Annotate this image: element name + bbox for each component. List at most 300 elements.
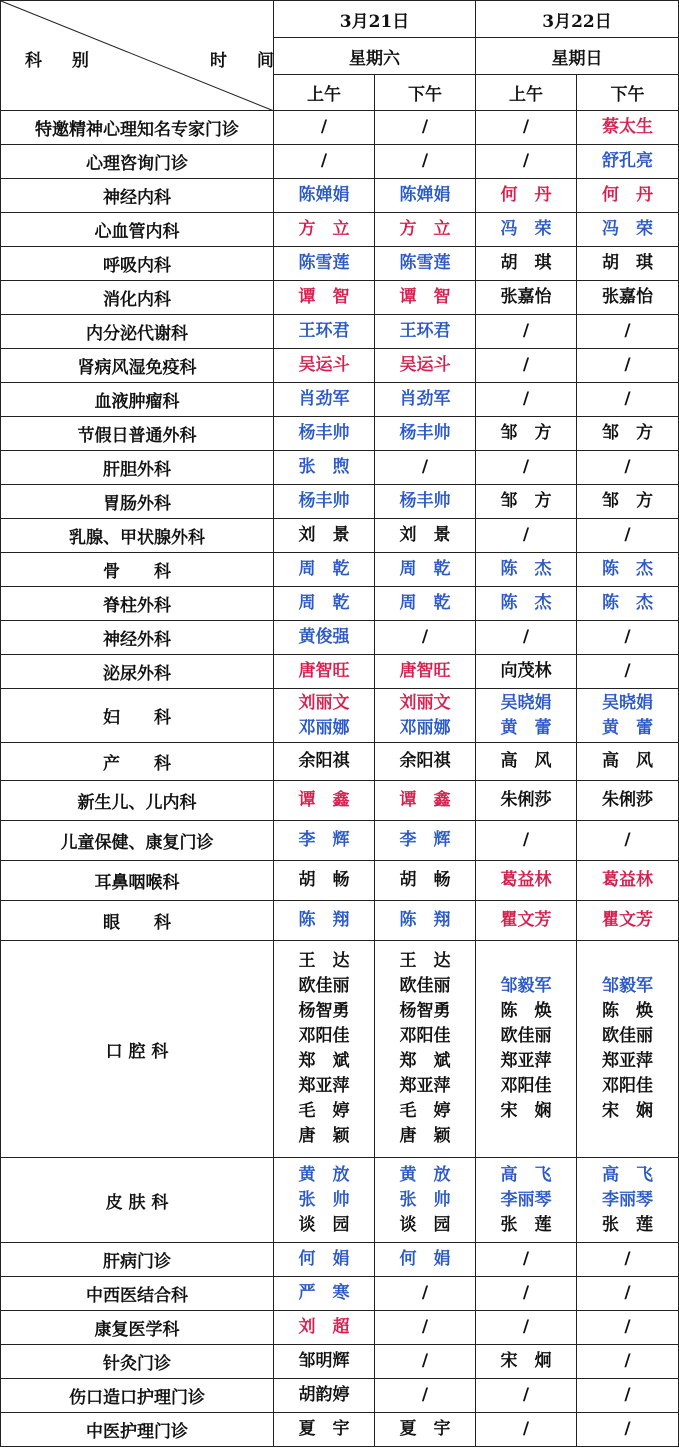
doctor-cell xyxy=(577,281,679,315)
doctor-cell xyxy=(476,1311,577,1345)
schedule-row xyxy=(1,213,679,247)
doctor-name: 欧佳丽 xyxy=(602,1026,653,1046)
doctor-name: 瞿文芳 xyxy=(500,910,552,930)
doctor-name: 宋 炯 xyxy=(500,1351,552,1371)
doctor-cell xyxy=(375,1243,476,1277)
doctor-cell xyxy=(577,111,679,145)
department-name: 口 腔 科 xyxy=(1,941,274,1158)
period-header-pm: 下午 xyxy=(577,75,679,111)
schedule-row xyxy=(1,743,679,781)
doctor-cell xyxy=(274,145,375,179)
doctor-cell xyxy=(375,821,476,861)
doctor-name: 黄 放 xyxy=(298,1164,350,1185)
schedule-row xyxy=(1,689,679,743)
doctor-name: 陈 杰 xyxy=(602,593,653,613)
time-axis-label: 时 间 xyxy=(210,51,286,71)
doctor-cell xyxy=(577,1158,679,1243)
department-name: 耳鼻咽喉科 xyxy=(1,861,274,901)
department-name: 伤口造口护理门诊 xyxy=(1,1379,274,1413)
doctor-cell xyxy=(375,901,476,941)
doctor-cell xyxy=(274,553,375,587)
doctor-cell xyxy=(274,941,375,1158)
department-name: 消化内科 xyxy=(1,281,274,315)
doctor-name: 邓阳佳 xyxy=(602,1076,653,1096)
no-clinic-slash: / xyxy=(624,525,631,545)
no-clinic-slash: / xyxy=(522,830,530,850)
doctor-name: 张嘉怡 xyxy=(500,287,552,307)
doctor-cell xyxy=(577,941,679,1158)
doctor-name: 杨智勇 xyxy=(399,1001,451,1021)
doctor-name: 何 丹 xyxy=(500,185,552,205)
doctor-name: 黄 蕾 xyxy=(602,717,653,738)
doctor-cell xyxy=(375,281,476,315)
no-clinic-slash: / xyxy=(421,1283,429,1303)
date-header-2: 3月22日 xyxy=(476,1,679,38)
doctor-name: 宋 娴 xyxy=(500,1101,552,1121)
department-axis-label: 科 别 xyxy=(25,51,101,71)
doctor-cell xyxy=(375,145,476,179)
doctor-name: 何 娟 xyxy=(298,1249,350,1269)
doctor-cell xyxy=(476,179,577,213)
doctor-name: 张 莲 xyxy=(602,1214,653,1235)
doctor-name: 冯 荣 xyxy=(602,219,653,239)
doctor-name: 胡 畅 xyxy=(298,870,350,890)
doctor-cell xyxy=(375,451,476,485)
doctor-cell xyxy=(375,1277,476,1311)
doctor-name: 陈 翔 xyxy=(298,910,350,930)
department-name: 呼吸内科 xyxy=(1,247,274,281)
doctor-cell xyxy=(375,349,476,383)
doctor-cell xyxy=(375,553,476,587)
department-name: 新生儿、儿内科 xyxy=(1,781,274,821)
doctor-cell xyxy=(375,743,476,781)
doctor-cell xyxy=(274,1158,375,1243)
doctor-cell xyxy=(577,213,679,247)
no-clinic-slash: / xyxy=(624,1385,631,1405)
schedule-row xyxy=(1,621,679,655)
doctor-name: 陈 杰 xyxy=(602,559,653,579)
department-name: 泌尿外科 xyxy=(1,655,274,689)
doctor-name: 高 风 xyxy=(602,751,653,771)
doctor-cell xyxy=(577,383,679,417)
doctor-name: 陈雪莲 xyxy=(298,253,350,273)
doctor-cell xyxy=(274,315,375,349)
department-name: 胃肠外科 xyxy=(1,485,274,519)
doctor-name: 郑亚萍 xyxy=(602,1051,653,1071)
doctor-cell xyxy=(476,451,577,485)
doctor-name: 吴晓娟 xyxy=(602,692,653,713)
doctor-cell xyxy=(274,901,375,941)
doctor-name: 杨丰帅 xyxy=(298,491,350,511)
doctor-name: 邓丽娜 xyxy=(298,717,350,738)
doctor-cell xyxy=(577,861,679,901)
doctor-cell xyxy=(577,179,679,213)
doctor-name: 宋 娴 xyxy=(602,1101,653,1121)
department-name: 儿童保健、康复门诊 xyxy=(1,821,274,861)
doctor-name: 谭 智 xyxy=(298,287,350,307)
schedule-row xyxy=(1,247,679,281)
doctor-cell xyxy=(375,1311,476,1345)
department-name: 肾病风湿免疫科 xyxy=(1,349,274,383)
doctor-name: 陈婵娟 xyxy=(399,185,451,205)
department-name: 心血管内科 xyxy=(1,213,274,247)
doctor-cell xyxy=(476,941,577,1158)
department-name: 产 科 xyxy=(1,743,274,781)
doctor-name: 陈 翔 xyxy=(399,910,451,930)
schedule-row xyxy=(1,587,679,621)
no-clinic-slash: / xyxy=(421,1385,429,1405)
schedule-row xyxy=(1,861,679,901)
doctor-name: 周 乾 xyxy=(399,593,451,613)
doctor-name: 张 莲 xyxy=(500,1214,552,1235)
doctor-cell xyxy=(274,587,375,621)
doctor-cell xyxy=(476,1413,577,1447)
doctor-name: 谭 鑫 xyxy=(399,790,451,810)
no-clinic-slash: / xyxy=(522,1283,530,1303)
doctor-cell xyxy=(577,519,679,553)
doctor-name: 郑亚萍 xyxy=(298,1076,350,1096)
schedule-row xyxy=(1,1379,679,1413)
doctor-name: 周 乾 xyxy=(298,559,350,579)
doctor-cell xyxy=(274,247,375,281)
doctor-name: 瞿文芳 xyxy=(602,910,653,930)
doctor-cell xyxy=(274,519,375,553)
doctor-cell xyxy=(476,1379,577,1413)
doctor-cell xyxy=(476,111,577,145)
department-name: 中医护理门诊 xyxy=(1,1413,274,1447)
doctor-cell xyxy=(577,1413,679,1447)
doctor-cell xyxy=(274,485,375,519)
doctor-cell xyxy=(375,689,476,743)
schedule-row xyxy=(1,1413,679,1447)
doctor-name: 李 辉 xyxy=(399,830,451,850)
no-clinic-slash: / xyxy=(522,1317,530,1337)
doctor-cell xyxy=(375,621,476,655)
doctor-cell xyxy=(375,861,476,901)
no-clinic-slash: / xyxy=(624,1419,631,1439)
doctor-name: 谭 智 xyxy=(399,287,451,307)
doctor-name: 毛 婷 xyxy=(298,1101,350,1121)
doctor-name: 杨丰帅 xyxy=(399,491,451,511)
doctor-cell xyxy=(476,821,577,861)
doctor-name: 邹 方 xyxy=(602,423,653,443)
department-name: 妇 科 xyxy=(1,689,274,743)
doctor-cell xyxy=(274,383,375,417)
doctor-name: 朱俐莎 xyxy=(500,790,552,810)
doctor-cell xyxy=(375,417,476,451)
doctor-cell xyxy=(274,1277,375,1311)
doctor-name: 邹 方 xyxy=(602,491,653,511)
schedule-row xyxy=(1,145,679,179)
doctor-name: 方 立 xyxy=(298,219,350,239)
department-name: 康复医学科 xyxy=(1,1311,274,1345)
doctor-cell xyxy=(274,213,375,247)
schedule-row xyxy=(1,111,679,145)
doctor-name: 欧佳丽 xyxy=(298,976,350,996)
doctor-cell xyxy=(476,1277,577,1311)
doctor-name: 王 达 xyxy=(298,951,350,971)
doctor-name: 欧佳丽 xyxy=(399,976,451,996)
schedule-row xyxy=(1,179,679,213)
doctor-name: 郑 斌 xyxy=(399,1051,451,1071)
doctor-name: 夏 宇 xyxy=(298,1419,350,1439)
doctor-cell xyxy=(274,743,375,781)
doctor-name: 黄 放 xyxy=(399,1164,451,1185)
no-clinic-slash: / xyxy=(522,627,530,647)
doctor-name: 朱俐莎 xyxy=(602,790,653,810)
schedule-row xyxy=(1,781,679,821)
doctor-cell xyxy=(375,587,476,621)
doctor-cell xyxy=(577,1345,679,1379)
doctor-name: 吴运斗 xyxy=(298,355,350,375)
no-clinic-slash: / xyxy=(624,457,631,477)
doctor-cell xyxy=(476,901,577,941)
doctor-name: 邹毅军 xyxy=(500,976,552,996)
doctor-name: 何 娟 xyxy=(399,1249,451,1269)
doctor-name: 邓阳佳 xyxy=(298,1026,350,1046)
doctor-cell xyxy=(375,1413,476,1447)
doctor-cell xyxy=(274,1345,375,1379)
doctor-name: 张 煦 xyxy=(298,457,350,477)
doctor-cell xyxy=(476,247,577,281)
department-name: 内分泌代谢科 xyxy=(1,315,274,349)
doctor-name: 邹明辉 xyxy=(298,1351,350,1371)
doctor-name: 夏 宇 xyxy=(399,1419,451,1439)
doctor-cell xyxy=(274,689,375,743)
doctor-cell xyxy=(476,349,577,383)
doctor-cell xyxy=(274,1379,375,1413)
doctor-cell xyxy=(577,1243,679,1277)
doctor-name: 陈 杰 xyxy=(500,559,552,579)
doctor-name: 王 达 xyxy=(399,951,451,971)
doctor-cell xyxy=(476,621,577,655)
no-clinic-slash: / xyxy=(624,1317,631,1337)
schedule-row xyxy=(1,1311,679,1345)
doctor-cell xyxy=(476,587,577,621)
doctor-name: 胡韵婷 xyxy=(298,1385,350,1405)
doctor-cell xyxy=(375,247,476,281)
department-name: 皮 肤 科 xyxy=(1,1158,274,1243)
doctor-name: 郑亚萍 xyxy=(500,1051,552,1071)
doctor-cell xyxy=(375,1345,476,1379)
doctor-name: 谈 园 xyxy=(298,1214,350,1235)
doctor-name: 周 乾 xyxy=(298,593,350,613)
doctor-cell xyxy=(274,781,375,821)
doctor-cell xyxy=(375,519,476,553)
department-name: 针灸门诊 xyxy=(1,1345,274,1379)
doctor-cell xyxy=(375,213,476,247)
doctor-name: 吴晓娟 xyxy=(500,692,552,713)
doctor-name: 陈雪莲 xyxy=(399,253,451,273)
doctor-cell xyxy=(577,821,679,861)
doctor-cell xyxy=(476,1158,577,1243)
doctor-name: 黄俊强 xyxy=(298,627,350,647)
schedule-row xyxy=(1,519,679,553)
doctor-name: 陈 焕 xyxy=(500,1001,552,1021)
doctor-name: 葛益林 xyxy=(500,870,552,890)
department-name: 神经外科 xyxy=(1,621,274,655)
doctor-cell xyxy=(375,655,476,689)
doctor-cell xyxy=(476,1243,577,1277)
header-corner-cell xyxy=(1,1,286,111)
doctor-cell xyxy=(375,179,476,213)
doctor-name: 葛益林 xyxy=(602,870,653,890)
no-clinic-slash: / xyxy=(522,1249,530,1269)
doctor-cell xyxy=(577,1311,679,1345)
doctor-cell xyxy=(577,1379,679,1413)
doctor-cell xyxy=(274,1311,375,1345)
doctor-name: 邹 方 xyxy=(500,423,552,443)
doctor-cell xyxy=(274,451,375,485)
doctor-name: 高 飞 xyxy=(500,1164,552,1185)
doctor-name: 胡 畅 xyxy=(399,870,451,890)
doctor-cell xyxy=(274,821,375,861)
department-name: 中西医结合科 xyxy=(1,1277,274,1311)
no-clinic-slash: / xyxy=(522,151,530,171)
schedule-row xyxy=(1,315,679,349)
doctor-name: 杨丰帅 xyxy=(298,423,350,443)
no-clinic-slash: / xyxy=(421,1317,429,1337)
doctor-name: 余阳祺 xyxy=(298,751,350,771)
no-clinic-slash: / xyxy=(522,525,530,545)
schedule-row xyxy=(1,1243,679,1277)
no-clinic-slash: / xyxy=(624,1283,631,1303)
doctor-name: 邹毅军 xyxy=(602,976,653,996)
doctor-cell xyxy=(375,1379,476,1413)
doctor-cell xyxy=(476,781,577,821)
doctor-cell xyxy=(577,349,679,383)
no-clinic-slash: / xyxy=(624,1351,631,1371)
department-name: 肝病门诊 xyxy=(1,1243,274,1277)
doctor-name: 杨智勇 xyxy=(298,1001,350,1021)
department-name: 神经内科 xyxy=(1,179,274,213)
doctor-name: 严 寒 xyxy=(298,1283,350,1303)
doctor-name: 张 帅 xyxy=(399,1189,451,1210)
doctor-cell xyxy=(476,1345,577,1379)
doctor-name: 肖劲军 xyxy=(399,389,451,409)
schedule-row xyxy=(1,655,679,689)
no-clinic-slash: / xyxy=(624,389,631,409)
department-name: 血液肿瘤科 xyxy=(1,383,274,417)
no-clinic-slash: / xyxy=(320,151,328,171)
no-clinic-slash: / xyxy=(522,389,530,409)
schedule-row xyxy=(1,941,679,1158)
no-clinic-slash: / xyxy=(624,661,631,681)
doctor-name: 唐智旺 xyxy=(298,661,350,681)
doctor-cell xyxy=(274,281,375,315)
doctor-cell xyxy=(577,743,679,781)
schedule-row xyxy=(1,417,679,451)
schedule-row xyxy=(1,383,679,417)
doctor-cell xyxy=(274,1243,375,1277)
doctor-cell xyxy=(577,689,679,743)
schedule-row xyxy=(1,451,679,485)
doctor-cell xyxy=(476,417,577,451)
doctor-name: 毛 婷 xyxy=(399,1101,451,1121)
doctor-name: 李丽琴 xyxy=(500,1189,552,1210)
doctor-cell xyxy=(577,247,679,281)
no-clinic-slash: / xyxy=(624,321,631,341)
doctor-cell xyxy=(274,621,375,655)
date-header-1: 3月21日 xyxy=(274,1,476,38)
doctor-cell xyxy=(476,655,577,689)
doctor-name: 邓阳佳 xyxy=(500,1076,552,1096)
doctor-name: 黄 蕾 xyxy=(500,717,552,738)
no-clinic-slash: / xyxy=(421,457,429,477)
doctor-name: 刘 景 xyxy=(298,525,350,545)
department-name: 乳腺、甲状腺外科 xyxy=(1,519,274,553)
doctor-name: 邓丽娜 xyxy=(399,717,451,738)
doctor-cell xyxy=(375,315,476,349)
no-clinic-slash: / xyxy=(421,151,429,171)
doctor-cell xyxy=(577,621,679,655)
doctor-name: 高 风 xyxy=(500,751,552,771)
no-clinic-slash: / xyxy=(320,117,328,137)
doctor-name: 李丽琴 xyxy=(602,1189,653,1210)
doctor-cell xyxy=(577,655,679,689)
doctor-name: 余阳祺 xyxy=(399,751,451,771)
doctor-cell xyxy=(274,1413,375,1447)
doctor-name: 刘丽文 xyxy=(298,692,350,713)
doctor-name: 冯 荣 xyxy=(500,219,552,239)
doctor-cell xyxy=(375,1158,476,1243)
doctor-name: 胡 琪 xyxy=(602,253,653,273)
schedule-row xyxy=(1,821,679,861)
doctor-cell xyxy=(476,689,577,743)
department-name: 节假日普通外科 xyxy=(1,417,274,451)
doctor-name: 高 飞 xyxy=(602,1164,653,1185)
no-clinic-slash: / xyxy=(522,1385,530,1405)
no-clinic-slash: / xyxy=(624,830,631,850)
doctor-cell xyxy=(577,417,679,451)
doctor-cell xyxy=(274,417,375,451)
no-clinic-slash: / xyxy=(421,1351,429,1371)
doctor-cell xyxy=(577,781,679,821)
schedule-row xyxy=(1,485,679,519)
doctor-name: 蔡太生 xyxy=(602,117,653,137)
doctor-name: 陈婵娟 xyxy=(298,185,350,205)
schedule-row xyxy=(1,1345,679,1379)
doctor-name: 邓阳佳 xyxy=(399,1026,451,1046)
no-clinic-slash: / xyxy=(522,355,530,375)
doctor-name: 王环君 xyxy=(399,321,451,341)
doctor-name: 肖劲军 xyxy=(298,389,350,409)
no-clinic-slash: / xyxy=(624,1249,631,1269)
doctor-cell xyxy=(476,213,577,247)
doctor-cell xyxy=(577,451,679,485)
doctor-name: 刘丽文 xyxy=(399,692,451,713)
period-header-am: 上午 xyxy=(476,75,577,111)
doctor-cell xyxy=(476,145,577,179)
no-clinic-slash: / xyxy=(522,321,530,341)
no-clinic-slash: / xyxy=(522,117,530,137)
department-name: 骨 科 xyxy=(1,553,274,587)
doctor-cell xyxy=(274,861,375,901)
doctor-cell xyxy=(375,111,476,145)
doctor-name: 王环君 xyxy=(298,321,350,341)
doctor-name: 张 帅 xyxy=(298,1189,350,1210)
doctor-cell xyxy=(274,111,375,145)
doctor-name: 舒孔亮 xyxy=(602,151,653,171)
no-clinic-slash: / xyxy=(522,1419,530,1439)
doctor-name: 胡 琪 xyxy=(500,253,552,273)
doctor-name: 刘 超 xyxy=(298,1317,350,1337)
doctor-cell xyxy=(577,485,679,519)
doctor-name: 李 辉 xyxy=(298,830,350,850)
doctor-name: 唐 颖 xyxy=(298,1126,350,1146)
doctor-cell xyxy=(476,315,577,349)
weekday-header-1: 星期六 xyxy=(274,38,476,75)
